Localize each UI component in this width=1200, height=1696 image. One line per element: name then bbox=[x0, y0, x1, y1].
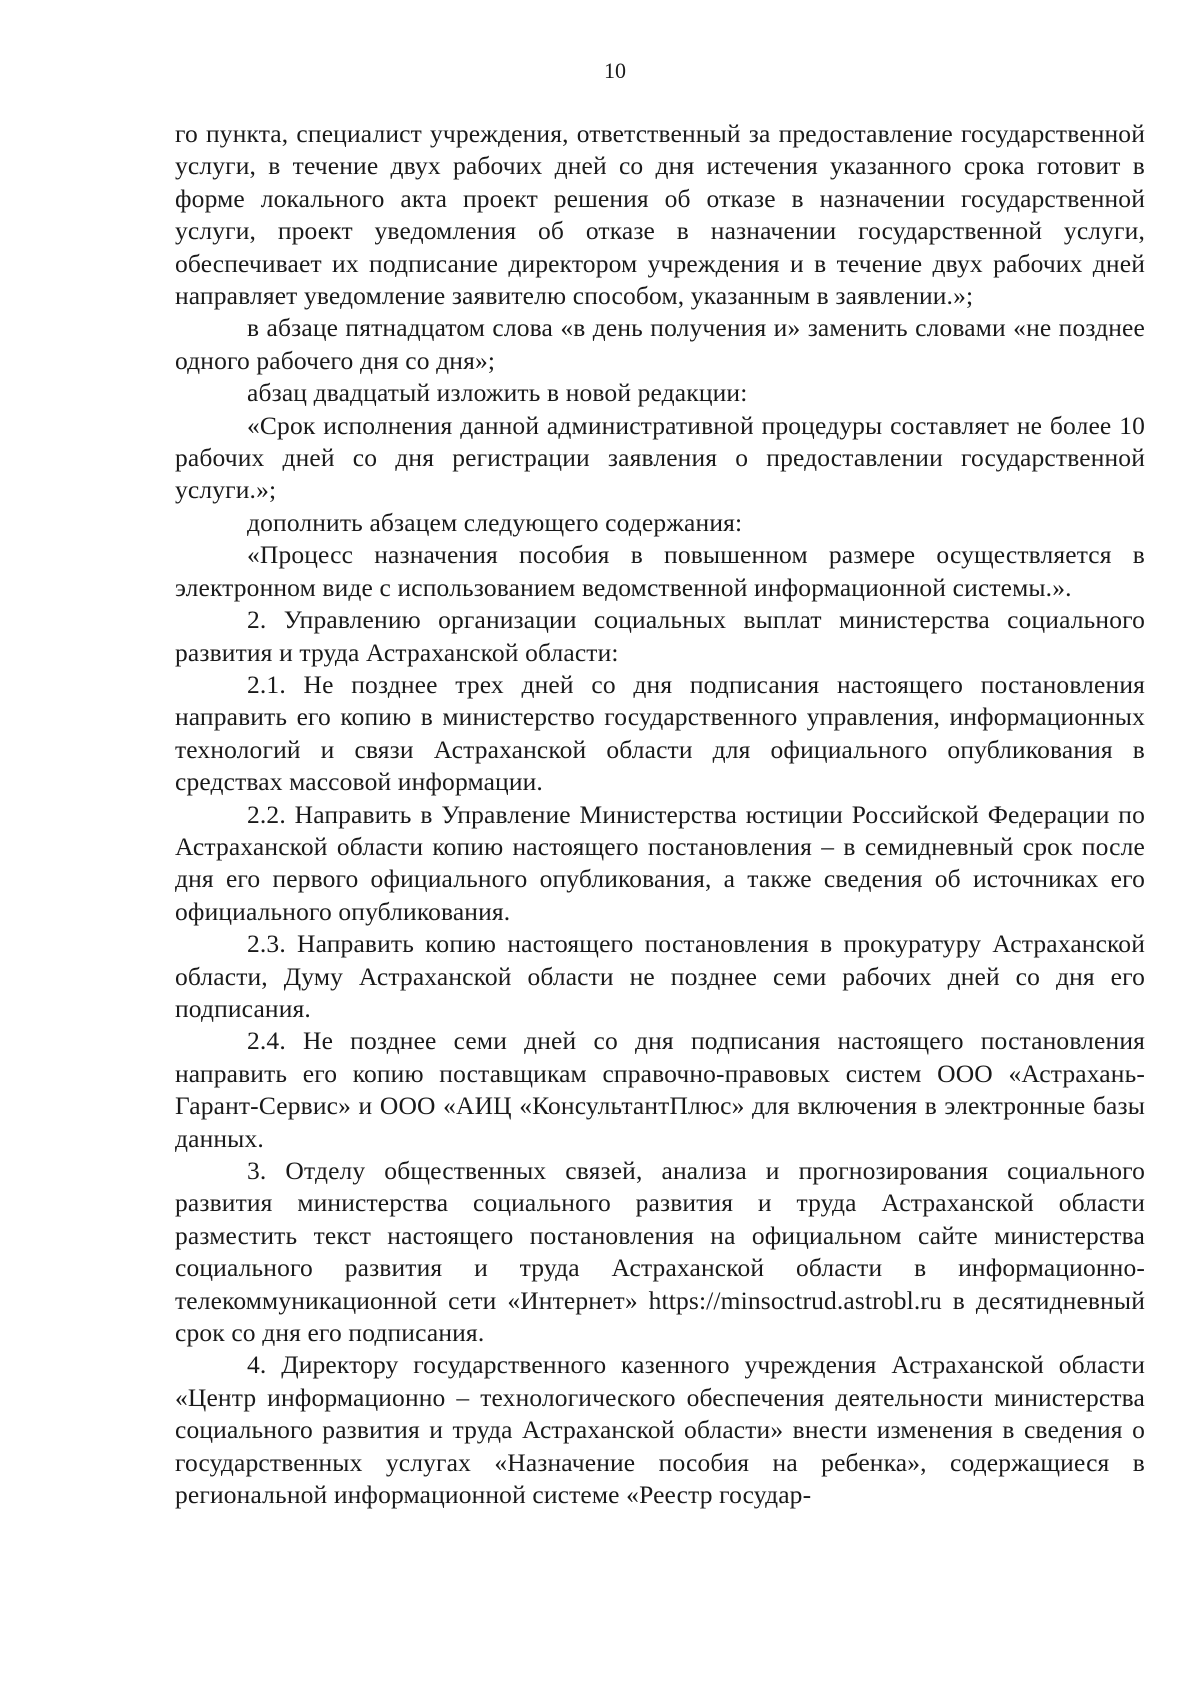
paragraph: в абзаце пятнадцатом слова «в день получения и» заменить словами «не позднее одного рабочего дня со дня»; bbox=[175, 313, 1145, 375]
paragraph: 4. Директору государственного казенного учреждения Астраханской области «Центр информационно – технологического обеспечения деятельности министерства социального развития и труда Астраханской области» внести изменения в сведения о государственных услугах «Назначение пособия на ребенка», содержащиеся в региональной информационной системе «Реестр государ- bbox=[175, 1350, 1145, 1510]
paragraph: 2.3. Направить копию настоящего постановления в прокуратуру Астраханской области, Думу Астраханской области не позднее семи рабочих дней со дня его подписания. bbox=[175, 929, 1145, 1023]
paragraph: «Срок исполнения данной административной процедуры составляет не более 10 рабочих дней со дня регистрации заявления о предоставлении государственной услуги.»; bbox=[175, 410, 1145, 505]
paragraph: 3. Отделу общественных связей, анализа и прогнозирования социального развития министерства социального развития и труда Астраханской области разместить текст настоящего постановления на официальном сайте министерства социального развития и труда Астраханской области в информационно-телекоммуникационной сети «Интернет» https://minsoctrud.astrobl.ru в десятидневный срок со дня его подписания. bbox=[175, 1156, 1145, 1348]
page-number: 10 bbox=[604, 58, 626, 83]
paragraph: 2.2. Направить в Управление Министерства юстиции Российской Федерации по Астраханской области копию настоящего постановления – в семидневный срок после дня его первого официального опубликования, а также сведения об источниках его официального опубликования. bbox=[175, 799, 1145, 926]
document-body bbox=[175, 118, 1145, 1511]
paragraph: 2. Управлению организации социальных выплат министерства социального развития и труда Астраханской области: bbox=[175, 605, 1145, 667]
paragraph: дополнить абзацем следующего содержания: bbox=[247, 507, 743, 537]
paragraph: 2.1. Не позднее трех дней со дня подписания настоящего постановления направить его копию в министерство государственного управления, информационных технологий и связи Астраханской области для официального опубликования в средствах массовой информации. bbox=[175, 669, 1145, 797]
paragraph: 2.4. Не позднее семи дней со дня подписания настоящего постановления направить его копию поставщикам справочно-правовых систем ООО «Астрахань-Гарант-Сервис» и ООО «АИЦ «КонсультантПлюс» для включения в электронные базы данных. bbox=[175, 1026, 1145, 1153]
paragraph: го пункта, специалист учреждения, ответственный за предоставление государственной услуги, в течение двух рабочих дней со дня истечения указанного срока готовит в форме локального акта проект решения об отказе в назначении государственной услуги, проект уведомления об отказе в назначении государственной услуги, обеспечивает их подписание директором учреждения и в течение двух рабочих дней направляет уведомление заявителю способом, указанным в заявлении.»; bbox=[175, 119, 1145, 311]
paragraph: «Процесс назначения пособия в повышенном размере осуществляется в электронном виде с использованием ведомственной информационной системы.». bbox=[175, 540, 1145, 602]
paragraph: абзац двадцатый изложить в новой редакции: bbox=[247, 378, 748, 408]
